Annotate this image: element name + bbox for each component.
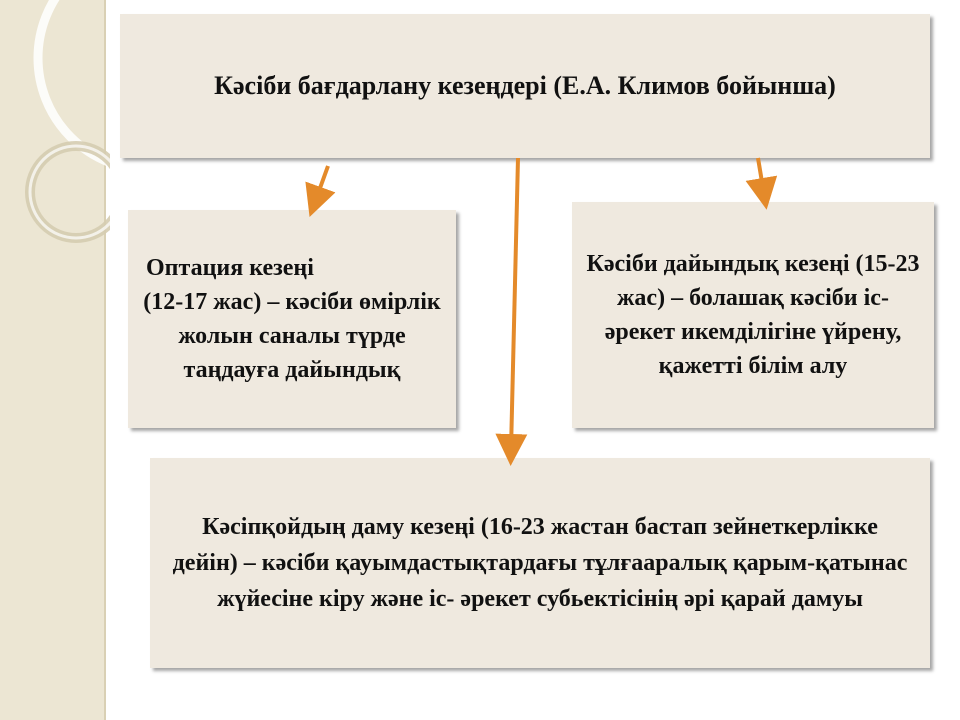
- stage-optation-heading: Оптация кезеңі: [146, 255, 314, 281]
- stage-optation-description: (12-17 жас) – кәсіби өмірлік жолын саналы түрде таңдауға дайындық: [143, 289, 441, 383]
- stage-preparation-box: [572, 202, 934, 428]
- decorative-rings: [0, 0, 110, 300]
- diagram-title-box: [120, 14, 930, 158]
- arrow-to-stage-preparation: [758, 158, 764, 194]
- stage-optation-box: [128, 210, 456, 428]
- stage-preparation-text: Кәсіби дайындық кезеңі (15-23 жас) – болашақ кәсіби іс-әрекет икемділігіне үйрену, қажетті білім алу: [586, 251, 920, 379]
- arrow-to-stage-professional: [511, 158, 518, 450]
- arrow-to-stage-optation: [315, 166, 328, 202]
- stage-professional-text: Кәсіпқойдың даму кезеңі (16-23 жастан бастап зейнеткерлікке дейін) – кәсіби қауымдастықтардағы тұлғааралық қарым-қатынас жүйесіне кіру және іс- әрекет субьектісінің әрі қарай дамуы: [172, 514, 908, 612]
- diagram-title: Кәсіби бағдарлану кезеңдері (Е.А. Климов бойынша): [214, 71, 836, 100]
- stage-optation-text: [138, 251, 446, 387]
- stage-professional-box: [150, 458, 930, 668]
